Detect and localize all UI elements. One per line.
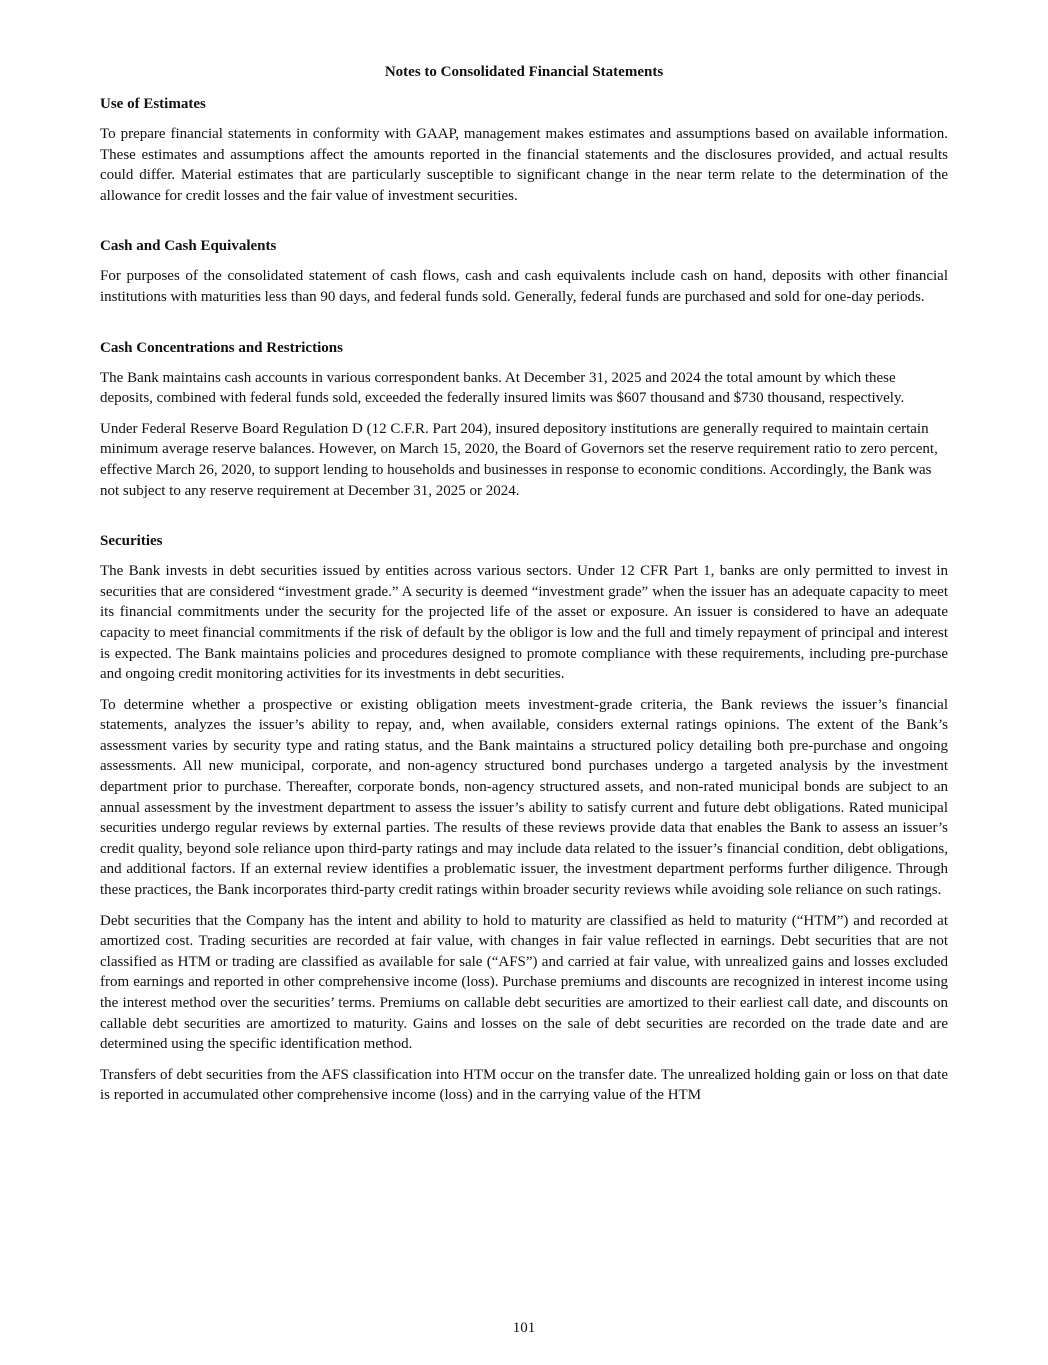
document-page: [100, 62, 948, 1116]
section-heading: Cash and Cash Equivalents: [100, 238, 277, 255]
paragraph: The Bank invests in debt securities issued by entities across various sectors. Under 12 CFR Part 1, banks are only permitted to invest in securities that are considered “investment grade.” A security is deemed “investment grade” when the issuer has an adequate capacity to meet its financial commitments under the security for the projected life of the asset or exposure. An issuer is considered to have an adequate capacity to meet financial commitments if the risk of default by the obligor is low and the full and timely repayment of principal and interest is expected. The Bank maintains policies and procedures designed to promote compliance with these requirements, including pre-purchase and ongoing credit monitoring activities for its investments in debt securities.: [100, 563, 948, 683]
paragraph: To prepare financial statements in conformity with GAAP, management makes estimates and assumptions based on available information. These estimates and assumptions affect the amounts reported in the financial statements and the disclosures provided, and actual results could differ. Material estimates that are particularly susceptible to significant change in the near term relate to the determination of the allowance for credit losses and the fair value of investment securities.: [100, 126, 948, 204]
paragraph: Under Federal Reserve Board Regulation D (12 C.F.R. Part 204), insured depository institutions are generally required to maintain certain minimum average reserve balances. However, on March 15, 2020, the Board of Governors set the reserve requirement ratio to zero percent, effective March 26, 2020, to support lending to households and businesses in response to economic conditions. Accordingly, the Bank was not subject to any reserve requirement at December 31, 2025 or 2024.: [100, 420, 938, 499]
section-securities: [100, 531, 948, 1106]
paragraph: Debt securities that the Company has the intent and ability to hold to maturity are classified as held to maturity (“HTM”) and recorded at amortized cost. Trading securities are recorded at fair value, with changes in fair value reflected in earnings. Debt securities that are not classified as HTM or trading are classified as available for sale (“AFS”) and carried at fair value, with unrealized gains and losses excluded from earnings and reported in other comprehensive income (loss). Purchase premiums and discounts are recognized in interest income using the interest method over the securities’ terms. Premiums on callable debt securities are amortized to their earliest call date, and discounts on callable debt securities are amortized to maturity. Gains and losses on the sale of debt securities are recorded on the trade date and are determined using the specific identification method.: [100, 912, 948, 1053]
page-number: 101: [512, 1320, 536, 1336]
section-heading: Use of Estimates: [100, 96, 206, 112]
section-cash-and-cash-equivalents: [100, 236, 948, 307]
paragraph: For purposes of the consolidated statement of cash flows, cash and cash equivalents include cash on hand, deposits with other financial institutions with maturities less than 90 days, and federal funds sold. Generally, federal funds are purchased and sold for one-day periods.: [100, 268, 948, 305]
section-spacer: [100, 511, 948, 531]
section-heading: Securities: [100, 533, 163, 550]
paragraph: The Bank maintains cash accounts in various correspondent banks. At December 31, 2025 and 2024 the total amount by which these deposits, combined with federal funds sold, exceeded the federally insured limits was $607 thousand and $730 thousand, respectively.: [100, 369, 905, 407]
section-heading: Cash Concentrations and Restrictions: [100, 339, 343, 356]
paragraph: Transfers of debt securities from the AFS classification into HTM occur on the transfer date. The unrealized holding gain or loss on that date is reported in accumulated other comprehensive income (loss) and in the carrying value of the HTM: [100, 1066, 948, 1104]
section-spacer: [100, 318, 948, 338]
section-cash-concentrations: [100, 338, 948, 502]
paragraph: To determine whether a prospective or existing obligation meets investment-grade criteria, the Bank reviews the issuer’s financial statements, analyzes the issuer’s ability to repay, and, when available, considers external ratings opinions. The extent of the Bank’s assessment varies by security type and rating status, and the Bank maintains a structured policy detailing both pre-purchase and ongoing assessments. All new municipal, corporate, and non-agency structured bond purchases undergo a targeted analysis by the investment department prior to purchase. Thereafter, corporate bonds, non-agency structured assets, and non-rated municipal bonds are subject to an annual assessment by the investment department to assess the issuer’s ability to satisfy current and future debt obligations. Rated municipal securities undergo regular reviews by external parties. The results of these reviews provide data that enables the Bank to assess an issuer’s credit quality, beyond sole reliance upon third-party ratings and may include data related to the issuer’s financial condition, debt obligations, and additional factors. If an external review identifies a problematic issuer, the investment department performs further diligence. Through these practices, the Bank incorporates third-party credit ratings within broader security reviews while avoiding sole reliance on such ratings.: [100, 696, 948, 899]
section-spacer: [100, 216, 948, 236]
page-title: Notes to Consolidated Financial Statements: [384, 64, 664, 80]
section-use-of-estimates: [100, 94, 948, 206]
